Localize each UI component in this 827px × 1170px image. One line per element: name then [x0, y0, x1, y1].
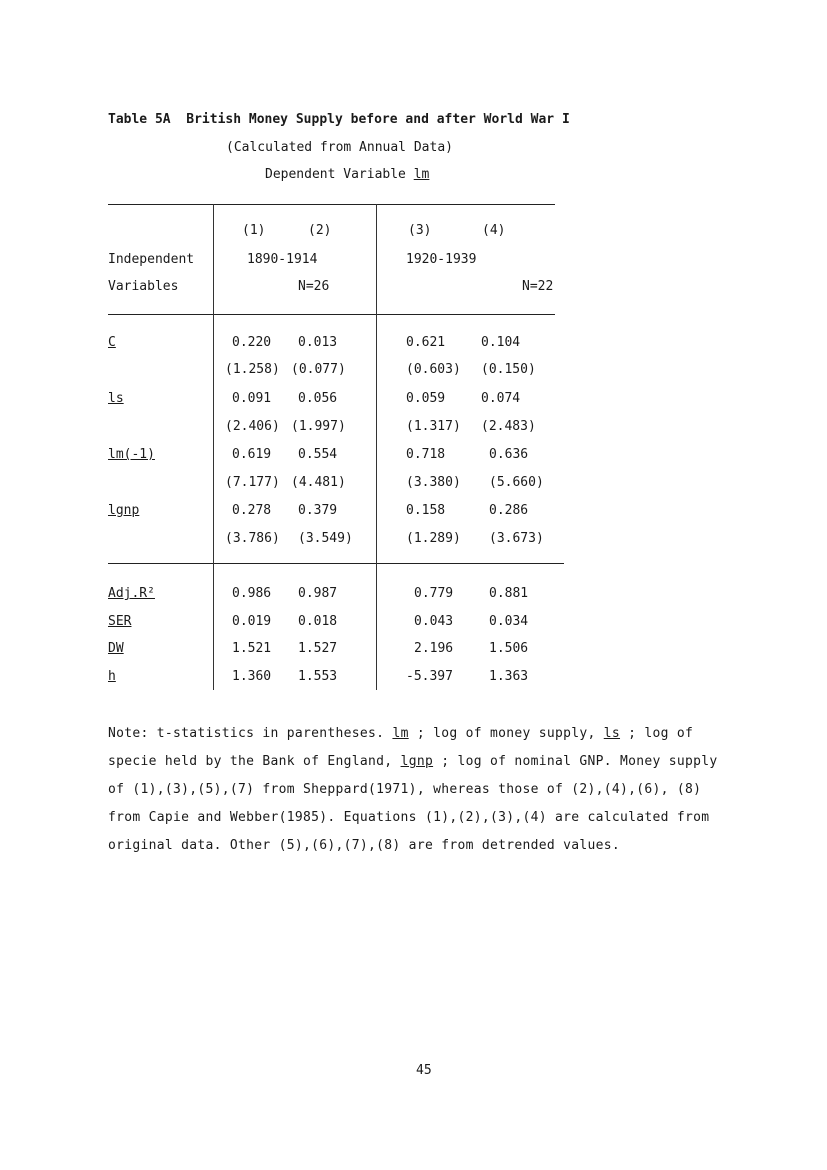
stat-cell: 0.018	[298, 614, 338, 629]
coef-cell: 0.091	[232, 391, 272, 406]
coef-cell: 0.278	[232, 503, 272, 518]
stat-cell: 0.043	[414, 614, 454, 629]
col-num-2: (2)	[308, 223, 332, 238]
coef-cell: 0.059	[406, 391, 446, 406]
note-var-ls: ls	[603, 726, 621, 741]
table-note	[108, 720, 738, 860]
header-rule	[108, 314, 555, 315]
period-2: 1920-1939	[406, 252, 477, 267]
tstat-cell: (3.673)	[489, 531, 544, 546]
top-rule	[108, 204, 555, 205]
coef-cell: 0.286	[489, 503, 529, 518]
note-text: ; log of nominal GNP. Money supply of (1),(3),(5),(7) from Sheppard(1971), whereas those of (2),(4),(6), (8) from Capie and Webber(1985). Equations (1),(2),(3),(4) are calculated from original data. Other (5),(6),(7),(8) are from detrended values.	[108, 754, 718, 853]
note-text: Note: t-statistics in parentheses.	[108, 726, 393, 741]
tstat-cell: (2.406)	[225, 419, 280, 434]
page-number: 45	[416, 1063, 432, 1078]
n-value-2: N=22	[522, 279, 554, 294]
column-separator-middle	[376, 204, 377, 690]
stat-cell: -5.397	[406, 669, 453, 684]
coef-cell: 0.621	[406, 335, 446, 350]
tstat-cell: (7.177)	[225, 475, 280, 490]
var-name: lm(-1)	[108, 447, 155, 462]
coef-cell: 0.718	[406, 447, 446, 462]
coef-cell: 0.056	[298, 391, 338, 406]
tstat-cell: (1.317)	[406, 419, 461, 434]
tstat-cell: (0.077)	[291, 362, 346, 377]
coef-cell: 0.074	[481, 391, 521, 406]
stat-cell: 0.987	[298, 586, 338, 601]
variables-label: Variables	[108, 279, 179, 294]
var-name: ls	[108, 391, 124, 406]
coef-cell: 0.013	[298, 335, 338, 350]
col-num-1: (1)	[242, 223, 266, 238]
n-value-1: N=26	[298, 279, 330, 294]
var-name: C	[108, 335, 116, 350]
table-title: Table 5A British Money Supply before and after World War I	[108, 112, 570, 127]
stat-cell: 0.881	[489, 586, 529, 601]
coef-cell: 0.554	[298, 447, 338, 462]
period-1: 1890-1914	[247, 252, 318, 267]
stat-name: SER	[108, 614, 132, 629]
stat-cell: 1.521	[232, 641, 272, 656]
coef-cell: 0.636	[489, 447, 529, 462]
coef-cell: 0.220	[232, 335, 272, 350]
stat-cell: 1.360	[232, 669, 272, 684]
var-name: lgnp	[108, 503, 140, 518]
col-num-3: (3)	[408, 223, 432, 238]
stat-cell: 2.196	[414, 641, 454, 656]
independent-label: Independent	[108, 252, 195, 267]
note-var-lm: lm	[392, 726, 409, 741]
stat-cell: 1.363	[489, 669, 529, 684]
dependent-prefix: Dependent Variable	[265, 167, 414, 182]
coef-cell: 0.379	[298, 503, 338, 518]
tstat-cell: (1.258)	[225, 362, 280, 377]
tstat-cell: (3.549)	[298, 531, 353, 546]
coef-cell: 0.104	[481, 335, 521, 350]
note-var-lgnp: lgnp	[400, 754, 434, 769]
tstat-cell: (1.289)	[406, 531, 461, 546]
stat-name: Adj.R²	[108, 586, 155, 601]
note-text: ; log of money supply,	[408, 726, 604, 741]
dependent-variable-label	[265, 167, 429, 182]
stat-cell: 0.019	[232, 614, 272, 629]
stats-rule	[108, 563, 564, 564]
col-num-4: (4)	[482, 223, 506, 238]
stat-cell: 0.034	[489, 614, 529, 629]
tstat-cell: (1.997)	[291, 419, 346, 434]
column-separator-left	[213, 204, 214, 690]
stat-cell: 1.527	[298, 641, 338, 656]
stat-name: h	[108, 669, 116, 684]
stat-cell: 1.506	[489, 641, 529, 656]
stat-name: DW	[108, 641, 124, 656]
stat-cell: 0.779	[414, 586, 454, 601]
note-text: ; log of specie held by the Bank of England,	[108, 726, 694, 769]
dependent-variable-name: lm	[413, 167, 430, 182]
coef-cell: 0.619	[232, 447, 272, 462]
tstat-cell: (5.660)	[489, 475, 544, 490]
tstat-cell: (3.380)	[406, 475, 461, 490]
tstat-cell: (2.483)	[481, 419, 536, 434]
tstat-cell: (4.481)	[291, 475, 346, 490]
stat-cell: 1.553	[298, 669, 338, 684]
table-subtitle: (Calculated from Annual Data)	[226, 140, 453, 155]
tstat-cell: (0.603)	[406, 362, 461, 377]
tstat-cell: (3.786)	[225, 531, 280, 546]
stat-cell: 0.986	[232, 586, 272, 601]
coef-cell: 0.158	[406, 503, 446, 518]
tstat-cell: (0.150)	[481, 362, 536, 377]
